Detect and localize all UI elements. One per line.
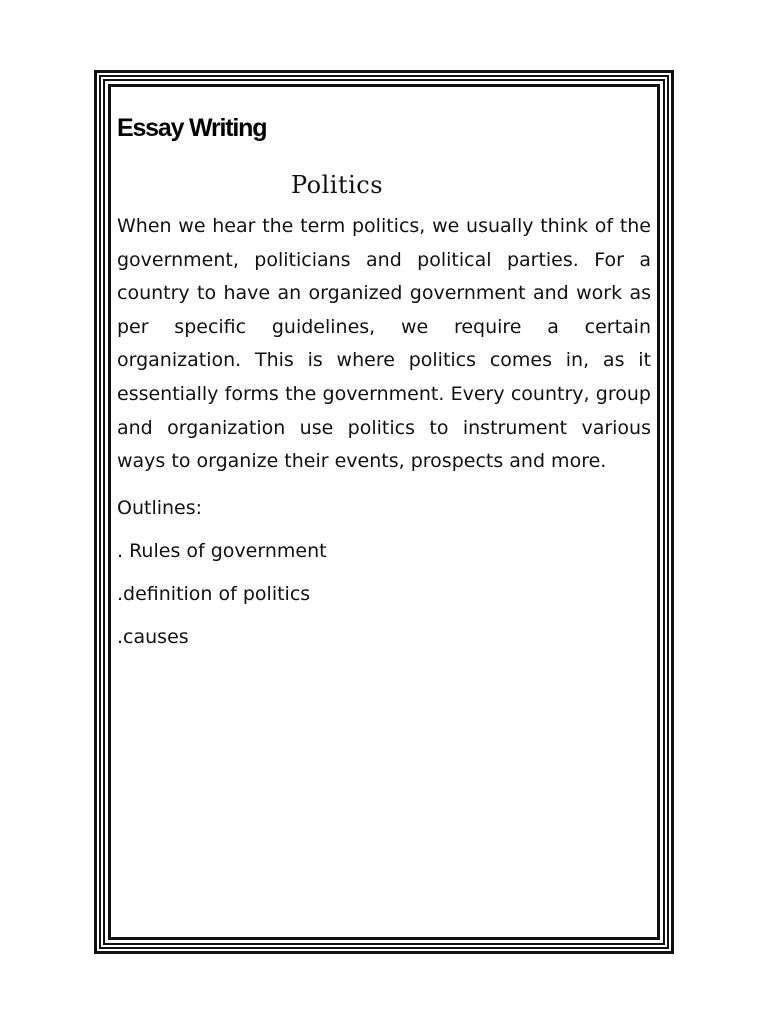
essay-paragraph: When we hear the term politics, we usually think of the government, politicians and political parties. For a country to have an organized government and work as per specific guidelines, we require a certain organization. This is where politics comes in, as it essentially forms the government. Every country, group and organization use politics to instrument various ways to organize their events, prospects and more. — [117, 215, 651, 473]
outline-item-definition: .definition of politics — [117, 582, 311, 605]
outline-item-causes: .causes — [117, 625, 189, 648]
essay-heading: Essay Writing — [117, 114, 267, 142]
essay-title: Politics — [291, 171, 384, 199]
essay-content — [117, 108, 651, 651]
outlines-label: Outlines: — [117, 496, 203, 519]
outline-item-rules: . Rules of government — [117, 539, 327, 562]
